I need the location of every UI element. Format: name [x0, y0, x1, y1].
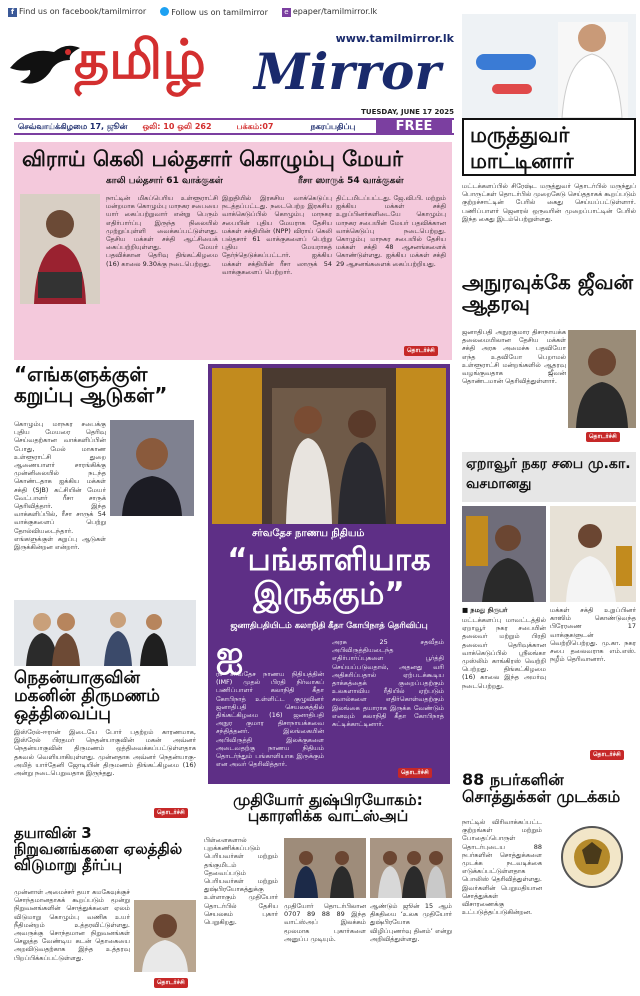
man-portrait-icon	[568, 330, 636, 428]
daya-headline: தயாவின் 3 நிறுவனங்களை ஏலத்தில் விடுமாறு தீர்ப்பு	[14, 826, 183, 874]
website-url[interactable]: www.tamilmirror.lk	[335, 32, 454, 45]
wedding-photo	[14, 600, 196, 666]
police-emblem-icon	[548, 820, 636, 894]
man-portrait-icon	[110, 420, 194, 516]
eravur-body-2: மக்கள் சக்தி உறுப்பினர் காஸிம் கொண்டுவந்த பிரேரணை 17 வாக்குகளுடன் வெற்றிபெற்றது. மு.கா. நகர சபை தலைவராக எம்.எஸ். நழீம் தெரிவானார்.	[550, 606, 636, 664]
page-count: பக்கம்:07	[236, 121, 274, 131]
elderly-photo-1	[284, 838, 366, 898]
imf-headline-line1: “பங்காளியாக	[227, 542, 431, 578]
doctor-icon	[462, 14, 636, 118]
lead-sub-right: ரீசா ஸாருக் 54 வாக்குகள்	[298, 176, 404, 186]
lead-col-2: இறுதியில் இரகசிய வாக்கெடுப்பு நடத்தப்பட்டது. நடைபெற்ற இரகசிய வாக்கெடுப்பில் கொழும்பு மாநகர சபையின் புதிய மேயராக தேசிய மக்கள் சக்தியின் (NPP) விராய் கெலி பல்தசார் 61 வாக்குகளைப் பெற்று புதிய மேயராகத் தேர்ந்தெடுக்கப்பட்டார். ஐக்கிய மக்கள் சக்தியின் ரீசா ஸாருக் 54 வாக்குகளைப் பெற்றார்.	[222, 194, 332, 276]
lead-story	[14, 142, 452, 360]
eravur-headline-box	[462, 452, 636, 502]
doctor-body: மட்டக்களப்பில் சிரேஷ்ட மருத்துவர் தொடர்பில் மருந்துப் பொருட்கள் தொடர்பில் முறைகேடு செய்ததாகக் கூறப்படும் குற்றச்சாட்டின் பேரில் கைது செய்யப்பட்டுள்ளார். பணிப்பாளர் ஜெனரல் ஒருவரின் முறைப்பாட்டின் பேரில் இந்த கைது இடம்பெற்றுள்ளது.	[462, 182, 636, 223]
imf-col-2: அரசு 25 சதவீதம் அபிவிருத்தியடைந்த எதிர்பார்ப்புகளை பூர்த்தி செய்யப்படுவதால், அதனது வரி அதிகரிப்பதால் ஏற்படக்கூடிய தாக்கத்தைக் குறைப்பதற்கும் உலகளாவிய ரீதியில் ஏற்படும் சவால்களை எதிர்கொள்வதற்கும் இலங்கை தயாராக இருக்க வேண்டும் எனவும் கலாநிதி கீதா கோபிநாத் சுட்டிக்காட்டினார்.	[332, 638, 444, 729]
elderly-headline: முதியோர் துஷ்பிரயோகம்: புகாரளிக்க வாட்ஸ்அப்	[233, 792, 423, 826]
logo	[8, 28, 454, 110]
eravur-continue-badge[interactable]: தொடர்ச்சி	[590, 750, 624, 760]
eravur-photo-2	[550, 506, 636, 602]
netanyahu-body: இஸ்ரேல்-ஈரான் இடையே போர் பதற்றம் காரணமாக, இஸ்ரேல் பிரதமர் நெதன்யாகுவின் மகன் அவ்னர் நெதன்யாகுவின் திருமணம் ஒத்திவைக்கப்பட்டுள்ளதாக தகவல் வெளியாகியுள்ளது. முன்னதாக அவ்னர் நெதன்யாகு-அமித் யார்தேனி ஜோடியின் திருமணம் திங்கட்கிழமை (16) அன்று நடைபெறுவதாக இருந்தது.	[14, 728, 196, 778]
eravur-headline: ஏறாவூர் நகர சபை மு.கா. வசமானது	[466, 456, 631, 492]
netanyahu-continue-badge[interactable]: தொடர்ச்சி	[154, 808, 188, 818]
bird-logo-icon	[8, 38, 82, 92]
doctor-headline-box	[462, 118, 636, 176]
facebook-icon: f	[8, 8, 17, 17]
elderly-col-1: பிள்ளைகளால் புறக்கணிக்கப்படும் பெரியவர்கள் மற்றும் தங்குமிடம் தேவைப்படும் பெரியவர்கள் மற்றும் துஷ்பிரயோகத்துக்கு உள்ளாகும் முதியோர் தொடர்பில் தேசிய செயலகம் புகார் பெறுகிறது.	[204, 836, 278, 927]
facebook-link[interactable]: f Find us on facebook/tamilmirror	[8, 7, 146, 17]
lead-headline: விராய் கெலி பல்தசார் கொழும்பு மேயர்	[22, 147, 403, 171]
anura-headline: அநுரவுக்கே ஜீவன் ஆதரவு	[462, 270, 633, 315]
imf-headline-line2: இருக்கும்”	[253, 576, 405, 612]
epaper-icon: e	[282, 8, 291, 17]
elderly-story	[204, 792, 452, 992]
imf-story	[208, 364, 450, 784]
tamil-date: செவ்வாய்க்கிழமை 17, ஜூன்	[18, 121, 128, 131]
imf-subhead: ஜனாதிபதியிடம் கலாநிதி கீதா கோபிநாத் தெரிவிப்பு	[230, 620, 428, 630]
doctor-photo	[462, 14, 636, 118]
lead-continue-badge[interactable]: தொடர்ச்சி	[404, 346, 438, 356]
assets-body: நாட்டில் விரிவாக்கப்பட்ட குற்றங்கள் மற்றும் போதைப்பொருள் தொடர்புடைய 88 நபர்களின் சொத்துக்களை முடக்க நடவடிக்கை எடுக்கப்பட்டுள்ளதாக பொலிஸ் தெரிவித்துள்ளது. இவர்களின் பெறுமதியான சொத்துக்கள் விசாரணைக்கு உட்படுத்தப்படுகின்றன.	[462, 818, 542, 917]
doctor-headline: மருத்துவர் மாட்டினார்	[470, 123, 574, 173]
imf-photo	[212, 368, 446, 524]
edition: நகரப்பதிப்பு	[310, 121, 356, 131]
group-photo-icon	[284, 838, 366, 898]
woman-voting-icon	[20, 194, 100, 304]
imf-col-1: ரச சர்வதேச நாணய நிதியத்தின் (IMF) முதல் பிரதி நிர்வாகப் பணிப்பாளர் கலாநிதி கீதா கோபிநாத் உள்ளிட்ட குழுவினர் ஜனாதிபதி செயலகத்தில் திங்கட்கிழமை (16) ஜனாதிபதி அநுர குமார திசாநாயக்கவை சந்தித்தனர். இலங்கையின் அபிவிருத்தி இலக்குகளை அடைவதற்கு நாணய நிதியம் தொடர்ந்தும் பங்காளியாக இருக்கும் என அவர் தெரிவித்தார்.	[216, 670, 324, 769]
lead-col-3: திட்டமிடப்பட்டது. ஜே.வி.பி. மற்றும் ஐக்கிய மக்கள் சக்தி உறுப்பினர்களிடையே கொழும்பு மாநகர சபையின் மேயர் பதவிக்கான வாக்கெடுப்பு நடைபெற்றது. கொழும்பு மாநகர சபையில் தேசிய மக்கள் சக்தி 48 ஆசனங்களைக் கொண்டுள்ளது. ஐக்கிய மக்கள் சக்தி 29 ஆசனங்களைக் கைப்பற்றியது.	[336, 194, 446, 268]
epaper-link[interactable]: e epaper/tamilmirror.lk	[282, 7, 377, 17]
anura-body: ஜனாதிபதி அநுரகுமார திசாநாயக்க தலைமையிலான தேசிய மக்கள் சக்தி அரசு அமைச்சு பதவியோ எந்த உதவியோ பெறாமல் உள்ளூராட்சி மன்றங்களில் ஆதரவு வழங்குவதாக ஜீவன் தொண்டமான் தெரிவித்துள்ளார்.	[462, 328, 566, 386]
daya-body: முன்னாள் அமைச்சர் தயா கமகேவுக்குச் சொந்தமானதாகக் கூறப்படும் மூன்று நிறுவனங்களின் சொத்துக்களை ஏலம் விடுமாறு கொழும்பு வணிக உயர் நீதிமன்றம் உத்தரவிட்டுள்ளது. அவருக்கு சொந்தமான நிறுவனங்கள் செலுத்த வேண்டிய கடன் தொகையை அறவிடுவதற்காக இந்த உத்தரவு பிறப்பிக்கப்பட்டுள்ளது.	[14, 888, 130, 962]
imf-continue-badge[interactable]: தொடர்ச்சி	[398, 768, 432, 778]
black-sheep-body: கொழும்பு மாநகர சபைக்கு புதிய மேயரை தெரிவு செய்வதற்கான வாக்களிப்பின் போது, மேல் மாகாண உள்ளூராட்சி துறை ஆணையாளர் சாரங்கிக்கு முன்னிலையில் நடந்த கொண்டதாக ஐக்கிய மக்கள் சக்தி (SJB) கட்சியின் மேயர் வேட்பாளர் ரீசா சாருக் தெரிவித்தார். இந்த வாக்களிப்பில், ரீசா சாருக் 54 வாக்குகளைப் பெற்று தோல்வியடைந்தார். எங்களுக்குள் கறுப்பு ஆடுகள் இருக்கின்றன என்றார்.	[14, 420, 106, 552]
eravur-body-1: மட்டக்களப்பு மாவட்டத்தில் ஏறாவூர் நகர சபையின் தலைவர் மற்றும் பிரதி தலைவர் தெரிவுக்கான வாக்கெடுப்பில் ஸ்ரீலங்கா முஸ்லிம் காங்கிரஸ் வெற்றி பெற்றது. திங்கட்கிழமை (16) காலை இந்த அமர்வு நடைபெற்றது.	[462, 616, 546, 690]
price-badge: FREE	[376, 118, 452, 135]
anura-continue-badge[interactable]: தொடர்ச்சி	[586, 432, 620, 442]
issue-date: TUESDAY, JUNE 17 2025	[361, 108, 454, 116]
group-photo-icon	[370, 838, 452, 898]
couple-photo-icon	[14, 600, 196, 666]
lead-photo-mayor	[20, 194, 100, 304]
lead-sub-left: காலி பல்தசார் 61 வாக்குகள்	[106, 176, 223, 186]
social-bar	[8, 6, 458, 18]
black-sheep-story	[14, 364, 196, 592]
logo-tamil: தமிழ்	[74, 28, 206, 91]
elderly-col-2: முதியோர் தொடர்பிலான 0707 89 88 89 இந்த வாட்ஸ்அப் இலக்கம் மூலமாக புகார்களை அனுப்ப முடியும்.	[284, 902, 366, 943]
logo-english: Mirror	[254, 42, 441, 101]
twitter-icon	[160, 7, 169, 16]
assets-headline: 88 நபர்களின் சொத்துக்கள் முடக்கம்	[462, 770, 621, 806]
imf-drop-cap: ஐ	[216, 634, 244, 674]
info-bar	[14, 118, 454, 135]
police-emblem	[548, 820, 636, 894]
eravur-caption: ■ நமது நிருபர்	[462, 606, 508, 614]
black-sheep-headline: “எங்களுக்குள் கறுப்பு ஆடுகள்”	[14, 364, 168, 407]
volume: ஒலி: 10 ஒலி 262	[142, 121, 212, 131]
assets-body-cont	[548, 900, 636, 990]
daya-photo	[134, 900, 196, 972]
man-portrait-icon	[550, 506, 636, 602]
netanyahu-story	[14, 600, 196, 820]
black-sheep-photo	[110, 420, 194, 516]
netanyahu-headline: நெதன்யாகுவின் மகனின் திருமணம் ஒத்திவைப்பு	[14, 668, 160, 724]
lead-col-1: நாட்டின் மிகப்பெரிய உள்ளூராட்சி மன்றமாக கொழும்பு மாநகர சபையை யார் கைப்பற்றுவார் என்று பெரும் எதிர்பார்ப்பு இருந்த நிலையில் முற்றுப்புள்ளி வைக்கப்பட்டுள்ளது. தேசிய மக்கள் சக்தி ஆட்சியைக் கைப்பற்றியுள்ளது. மேயர் பதவிக்கான தெரிவு திங்கட்கிழமை (16) காலை 9.30க்கு நடைபெற்றது.	[106, 194, 218, 268]
twitter-link[interactable]: Follow us on tamilmirror	[160, 7, 268, 17]
man-portrait-icon	[462, 506, 546, 602]
daya-story	[14, 826, 196, 992]
eravur-photo-1	[462, 506, 546, 602]
elderly-photo-2	[370, 838, 452, 898]
anura-photo	[568, 330, 636, 428]
elderly-col-3: ஆண்டும் ஜூன் 15 ஆம் திகதியை ‘உலக முதியோர் துஷ்பிரயோக விழிப்புணர்வு தினம்’ என்று அறிவித்துள்ளது.	[370, 902, 452, 943]
daya-continue-badge[interactable]: தொடர்ச்சி	[154, 978, 188, 988]
meeting-photo-icon	[212, 368, 446, 524]
man-portrait-icon	[134, 900, 196, 972]
imf-kicker: சர்வதேச நாணய நிதியம்	[252, 528, 365, 539]
